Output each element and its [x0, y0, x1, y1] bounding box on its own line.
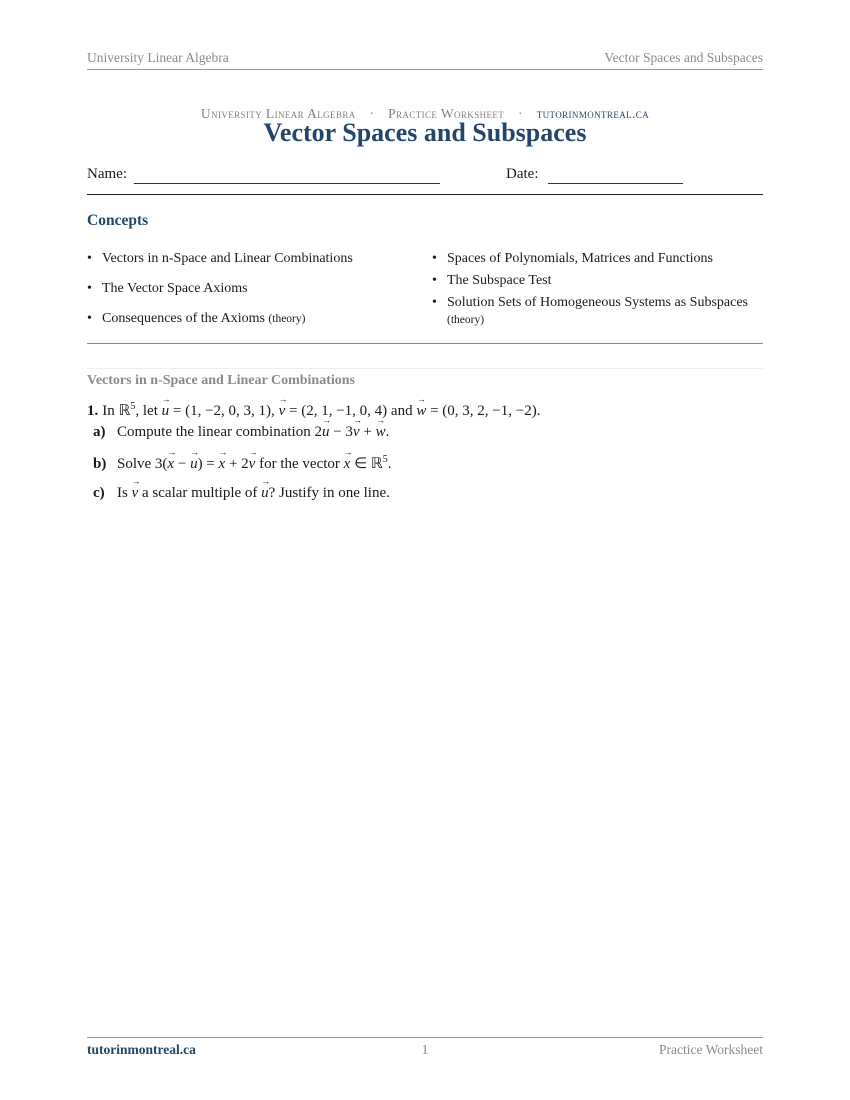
kicker-course: University Linear Algebra	[200, 106, 356, 121]
theory-tag: (theory)	[447, 314, 485, 326]
page-footer	[87, 1042, 763, 1060]
page-title: Vector Spaces and Subspaces	[263, 118, 587, 147]
running-header-topic: Vector Spaces and Subspaces	[604, 50, 763, 65]
theory-tag: (theory)	[268, 313, 306, 325]
page-number: 1	[421, 1042, 429, 1057]
footer-site-link[interactable]: tutorinmontreal.ca	[87, 1042, 196, 1057]
problem-number: 1.	[87, 403, 99, 419]
part-label: b)	[93, 456, 107, 472]
problem-part-a: a) Compute the linear combination 2u → − 3v → + w →.	[93, 424, 753, 441]
part-label: a)	[93, 424, 106, 440]
concepts-heading: Concepts	[87, 212, 149, 229]
concept-item: • Solution Sets of Homogeneous Systems as Subspaces (theory)	[432, 294, 752, 329]
problem-1: 1. In ℝ$^5$, let u → = (1, −2, 0, 3, 1), v → = (2, 1, −1, 0, 4) and w → = (0, 3, 2, −1, −2).	[87, 401, 767, 420]
concept-item: • The Vector Space Axioms	[87, 280, 407, 297]
running-header	[87, 50, 763, 70]
real-space-symbol: ℝ$^5$	[118, 401, 136, 419]
running-header-course: University Linear Algebra	[87, 50, 229, 65]
kicker-separator: ·	[369, 106, 375, 121]
concept-item: • Consequences of the Axioms (theory)	[87, 310, 407, 328]
name-field[interactable]	[134, 183, 440, 184]
date-label: Date:	[506, 166, 539, 182]
divider	[87, 368, 763, 369]
concepts-list-left	[87, 250, 407, 341]
name-date-row	[87, 166, 763, 188]
kicker-type: Practice Worksheet	[388, 106, 505, 121]
part-label: c)	[93, 485, 105, 501]
kicker-site-link[interactable]: tutorinmontreal.ca	[536, 106, 650, 121]
divider	[87, 343, 763, 344]
concept-item: • The Subspace Test	[432, 272, 752, 289]
section-heading: Vectors in n-Space and Linear Combinations	[87, 373, 355, 388]
concept-item: • Spaces of Polynomials, Matrices and Functions	[432, 250, 752, 267]
concepts-list-right	[432, 250, 752, 334]
date-field[interactable]	[548, 183, 683, 184]
problem-part-b: b) Solve 3(x → − u →) = x → + 2v → for the vector x → ∈ ℝ$^5$.	[93, 454, 753, 473]
concept-item: • Vectors in n-Space and Linear Combinations	[87, 250, 407, 267]
footer-divider	[87, 1037, 763, 1038]
divider	[87, 194, 763, 195]
kicker-separator: ·	[518, 106, 523, 121]
footer-label: Practice Worksheet	[659, 1042, 763, 1057]
problem-part-c: c) Is v → a scalar multiple of u →? Justify in one line.	[93, 485, 753, 502]
name-label: Name:	[87, 166, 127, 182]
